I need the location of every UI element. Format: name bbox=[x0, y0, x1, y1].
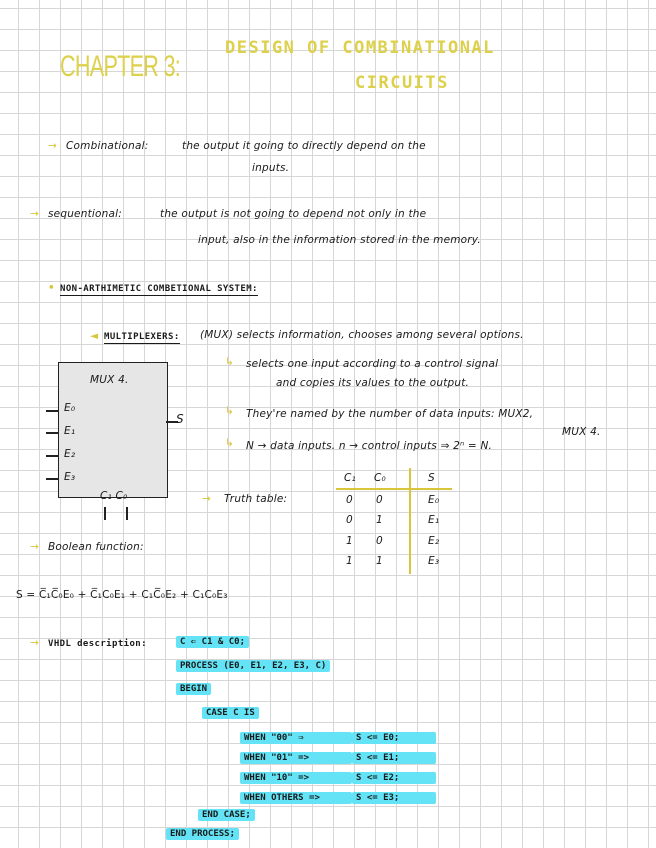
vhdl-line-8 bbox=[240, 792, 436, 804]
arrow-icon: → bbox=[30, 541, 39, 553]
truth-table-column-rule bbox=[409, 468, 411, 574]
sequential-term: sequentional: bbox=[48, 208, 122, 220]
truth-table-cell: 1 bbox=[346, 535, 353, 547]
truth-table-cell: 0 bbox=[376, 494, 383, 506]
truth-table-cell: 0 bbox=[346, 514, 353, 526]
multiplexers-heading bbox=[104, 332, 180, 342]
vhdl-code: WHEN "10" => bbox=[240, 772, 352, 784]
vhdl-code: C ⇐ C1 & C0; bbox=[176, 636, 249, 648]
vhdl-line-10 bbox=[166, 829, 239, 839]
vhdl-code: S <= E3; bbox=[352, 792, 436, 804]
vhdl-line-1 bbox=[176, 637, 249, 647]
mux-input-e1: E₁ bbox=[64, 425, 76, 437]
mux-note-3: N → data inputs. n → control inputs ⇒ 2ⁿ = N. bbox=[246, 440, 493, 452]
control-pin-c0 bbox=[126, 507, 128, 520]
arrow-icon: → bbox=[30, 637, 39, 649]
truth-table-cell: 1 bbox=[346, 555, 353, 567]
truth-table-cell: E₃ bbox=[428, 555, 440, 567]
vhdl-line-2 bbox=[176, 661, 330, 671]
vhdl-code: WHEN OTHERS => bbox=[240, 792, 352, 804]
truth-table-cell: 0 bbox=[376, 535, 383, 547]
combinational-term: Combinational: bbox=[66, 140, 149, 152]
sub-arrow-icon: ↳ bbox=[225, 437, 234, 449]
vhdl-line-6 bbox=[240, 752, 436, 764]
truth-table-cell: E₀ bbox=[428, 494, 440, 506]
vhdl-line-3 bbox=[176, 684, 211, 694]
mux-note-2-line2: MUX 4. bbox=[562, 426, 601, 438]
vhdl-code: S <= E2; bbox=[352, 772, 436, 784]
mux-label: MUX 4. bbox=[90, 374, 129, 386]
vhdl-line-5 bbox=[240, 732, 436, 744]
combinational-text-2: inputs. bbox=[252, 162, 290, 174]
vhdl-code: PROCESS (E0, E1, E2, E3, C) bbox=[176, 660, 330, 672]
truth-table-header-rule bbox=[336, 488, 452, 490]
arrow-icon: ◄ bbox=[90, 330, 99, 342]
vhdl-code: CASE C IS bbox=[202, 707, 259, 719]
vhdl-line-7 bbox=[240, 772, 436, 784]
truth-table-header-c0: C₀ bbox=[374, 472, 386, 484]
control-pin-c1 bbox=[104, 507, 106, 520]
truth-table-cell: 1 bbox=[376, 514, 383, 526]
vhdl-line-4 bbox=[202, 708, 259, 718]
vhdl-code: END PROCESS; bbox=[166, 828, 239, 840]
input-pin-e2 bbox=[46, 455, 58, 457]
chapter-title: CHAPTER 3: bbox=[60, 50, 181, 83]
sub-arrow-icon: ↳ bbox=[225, 356, 234, 368]
truth-table-header-s: S bbox=[428, 472, 435, 484]
truth-table-cell: 0 bbox=[346, 494, 353, 506]
truth-table-cell: E₂ bbox=[428, 535, 440, 547]
vhdl-code: END CASE; bbox=[198, 809, 255, 821]
multiplexers-description: (MUX) selects information, chooses among several options. bbox=[200, 329, 524, 341]
combinational-text-1: the output it going to directly depend on the bbox=[182, 140, 426, 152]
sequential-text-2: input, also in the information stored in the memory. bbox=[198, 234, 481, 246]
mux-output: S bbox=[176, 412, 184, 426]
truth-table-cell: E₁ bbox=[428, 514, 440, 526]
vhdl-code: BEGIN bbox=[176, 683, 211, 695]
mux-input-e0: E₀ bbox=[64, 402, 76, 414]
multiplexers-heading-term: MULTIPLEXERS: bbox=[104, 332, 180, 342]
vhdl-code: WHEN "00" ⇒ bbox=[240, 732, 352, 744]
input-pin-e3 bbox=[46, 478, 58, 480]
boolean-equation: S = C̅₁C̅₀E₀ + C̅₁C₀E₁ + C₁C̅₀E₂ + C₁C₀E₃ bbox=[16, 589, 228, 601]
input-pin-e0 bbox=[46, 410, 58, 412]
non-arithmetic-heading-text: NON-ARTHIMETIC COMBETIONAL SYSTEM: bbox=[60, 284, 258, 294]
arrow-icon: → bbox=[48, 140, 57, 152]
truth-table-cell: 1 bbox=[376, 555, 383, 567]
non-arithmetic-heading bbox=[60, 284, 258, 294]
vhdl-label: VHDL description: bbox=[48, 639, 147, 649]
mux-note-1-line2: and copies its values to the output. bbox=[276, 377, 470, 389]
input-pin-e1 bbox=[46, 432, 58, 434]
boolean-function-label: Boolean function: bbox=[48, 541, 144, 553]
mux-note-2-line1: They're named by the number of data inputs: MUX2, bbox=[246, 408, 534, 420]
truth-table-label: Truth table: bbox=[224, 493, 288, 505]
arrow-icon: → bbox=[30, 208, 39, 220]
chapter-subtitle-line1: DESIGN OF COMBINATIONAL bbox=[225, 38, 495, 58]
vhdl-code: S <= E1; bbox=[352, 752, 436, 764]
chapter-subtitle-line2: CIRCUITS bbox=[355, 73, 449, 93]
truth-table-header-c1: C₁ bbox=[344, 472, 356, 484]
mux-note-1-line1: selects one input according to a control signal bbox=[246, 358, 499, 370]
mux-input-e2: E₂ bbox=[64, 448, 76, 460]
bullet-icon: • bbox=[48, 282, 55, 294]
vhdl-code: S <= E0; bbox=[352, 732, 436, 744]
sub-arrow-icon: ↳ bbox=[225, 405, 234, 417]
sequential-text-1: the output is not going to depend not only in the bbox=[160, 208, 427, 220]
mux-control-inputs: C₁ C₀ bbox=[100, 490, 128, 502]
mux-input-e3: E₃ bbox=[64, 471, 76, 483]
vhdl-line-9 bbox=[198, 810, 255, 820]
arrow-icon: → bbox=[202, 493, 211, 505]
vhdl-code: WHEN "01" => bbox=[240, 752, 352, 764]
